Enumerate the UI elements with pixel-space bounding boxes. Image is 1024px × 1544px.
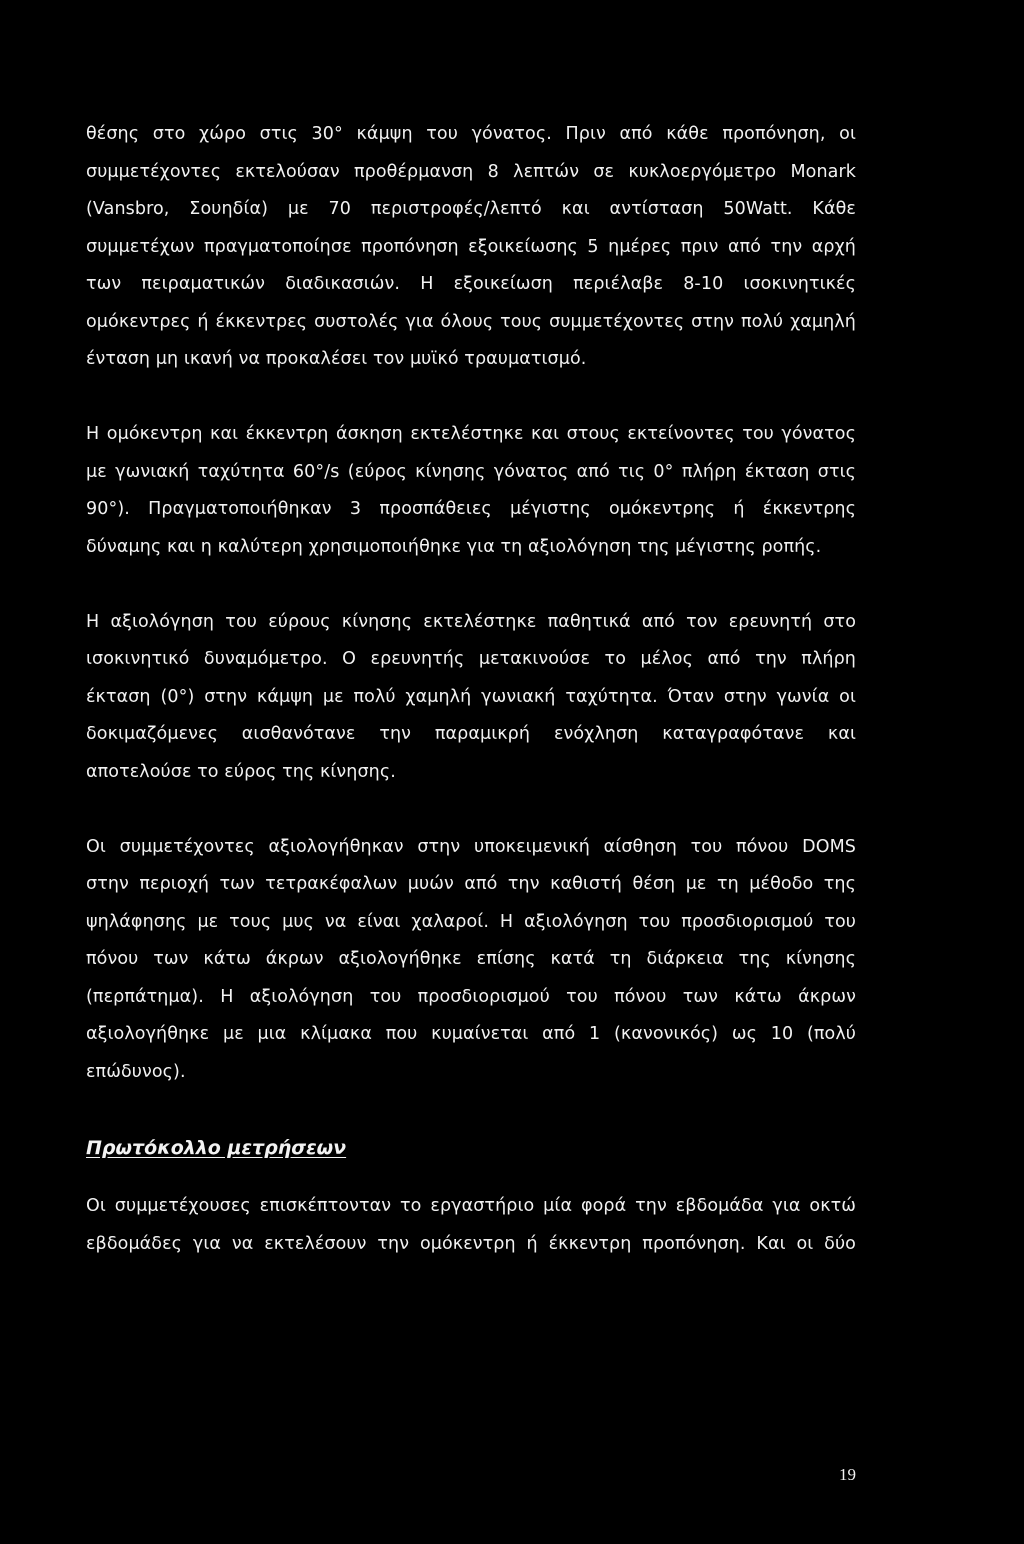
text-line: Η ομόκεντρη και έκκεντρη άσκηση εκτελέστηκε και στους εκτείνοντες του γόνατος [86, 424, 856, 444]
text-line: δύναμης και η καλύτερη χρησιμοποιήθηκε για τη αξιολόγηση της μέγιστης ροπής. [86, 536, 822, 557]
text-line: θέσης στο χώρο στις 30° κάμψη του γόνατος. Πριν από κάθε προπόνηση, οι [86, 124, 856, 144]
paragraph-measurement-protocol [86, 1188, 856, 1263]
text-line: συμμετέχων πραγματοποίησε προπόνηση εξοικείωσης 5 ημέρες πριν από την αρχή [86, 236, 856, 257]
text-line: των πειραματικών διαδικασιών. Η εξοικείωση περιέλαβε 8-10 ισοκινητικές [86, 274, 856, 294]
paragraph-exercise-protocol [86, 416, 856, 566]
page-body [86, 116, 856, 1263]
text-line: στην περιοχή των τετρακέφαλων μυών από την καθιστή θέση με τη μέθοδο της [86, 874, 856, 894]
paragraph-spacer [86, 1091, 856, 1129]
text-line: αποτελούσε το εύρος της κίνησης. [86, 761, 396, 782]
text-line: με γωνιακή ταχύτητα 60°/s (εύρος κίνησης γόνατος από τις 0° πλήρη έκταση στις [86, 461, 856, 482]
text-line: (περπάτημα). Η αξιολόγηση του προσδιορισμού του πόνου των κάτω άκρων [86, 986, 856, 1007]
text-line: ένταση μη ικανή να προκαλέσει τον μυϊκό τραυματισμό. [86, 349, 587, 369]
paragraph-warmup-familiarization [86, 116, 856, 379]
text-line: Οι συμμετέχοντες αξιολογήθηκαν στην υποκειμενική αίσθηση του πόνου DOMS [86, 836, 856, 857]
text-line: Η αξιολόγηση του εύρους κίνησης εκτελέστηκε παθητικά από τον ερευνητή στο [86, 611, 856, 632]
text-line: συμμετέχοντες εκτελούσαν προθέρμανση 8 λεπτών σε κυκλοεργόμετρο Monark [86, 161, 856, 182]
text-line: εβδομάδες για να εκτελέσουν την ομόκεντρη ή έκκεντρη προπόνηση. Και οι δύο [86, 1233, 856, 1254]
paragraph-pain-assessment [86, 829, 856, 1092]
text-line: (Vansbro, Σουηδία) με 70 περιστροφές/λεπτό και αντίσταση 50Watt. Κάθε [86, 199, 856, 219]
paragraph-range-of-motion [86, 604, 856, 792]
page-number: 19 [839, 1465, 856, 1484]
text-line: πόνου των κάτω άκρων αξιολογήθηκε επίσης κατά τη διάρκεια της κίνησης [86, 949, 856, 969]
section-heading: Πρωτόκολλο μετρήσεων [86, 1136, 347, 1159]
text-line: Οι συμμετέχουσες επισκέπτονταν το εργαστήριο μία φορά την εβδομάδα για οκτώ [86, 1196, 856, 1216]
text-line: 90°). Πραγματοποιήθηκαν 3 προσπάθειες μέγιστης ομόκεντρης ή έκκεντρης [86, 499, 856, 519]
text-line: ψηλάφησης με τους μυς να είναι χαλαροί. Η αξιολόγηση του προσδιορισμού του [86, 911, 856, 932]
paragraph-spacer [86, 379, 856, 417]
text-line: ισοκινητικό δυναμόμετρο. Ο ερευνητής μετακινούσε το μέλος από την πλήρη [86, 649, 856, 669]
text-line: δοκιμαζόμενες αισθανότανε την παραμικρή ενόχληση καταγραφότανε και [86, 724, 856, 744]
text-line: αξιολογήθηκε με μια κλίμακα που κυμαίνεται από 1 (κανονικός) ως 10 (πολύ [86, 1024, 856, 1044]
text-line: επώδυνος). [86, 1061, 186, 1082]
text-line: έκταση (0°) στην κάμψη με πολύ χαμηλή γωνιακή ταχύτητα. Όταν στην γωνία οι [86, 686, 856, 707]
paragraph-spacer [86, 566, 856, 604]
paragraph-spacer [86, 791, 856, 829]
text-line: ομόκεντρες ή έκκεντρες συστολές για όλους τους συμμετέχοντες στην πολύ χαμηλή [86, 311, 856, 332]
